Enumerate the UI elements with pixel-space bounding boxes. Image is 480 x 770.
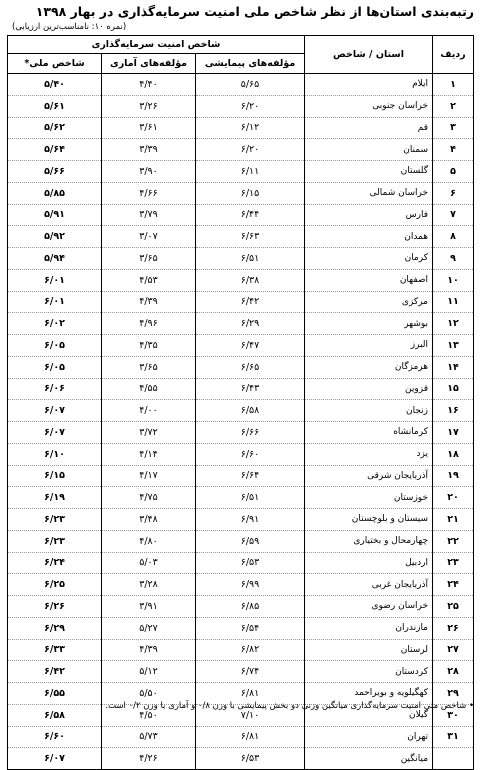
province-cell: هرمزگان [305,356,433,378]
national-cell: ۶/۱۵ [8,465,102,487]
survey-cell: ۶/۱۵ [196,182,305,204]
rank-cell: ۸ [433,226,474,248]
survey-cell: ۶/۵۱ [196,487,305,509]
header-statistical: مؤلفه‌های آماری [102,54,196,74]
table-row [8,465,474,487]
province-cell: سمنان [305,139,433,161]
province-cell: فارس [305,204,433,226]
rank-cell: ۲۸ [433,661,474,683]
header-rank: ردیف [433,36,474,74]
statistical-cell: ۴/۴۰ [102,74,196,96]
survey-cell: ۶/۴۳ [196,378,305,400]
province-cell: بوشهر [305,313,433,335]
rank-cell: ۲۱ [433,509,474,531]
table-row [8,617,474,639]
national-cell: ۶/۱۹ [8,487,102,509]
survey-cell: ۶/۵۴ [196,617,305,639]
survey-cell: ۶/۸۲ [196,639,305,661]
statistical-cell: ۵/۷۳ [102,726,196,748]
table-row [8,313,474,335]
province-cell: آذربایجان غربی [305,574,433,596]
statistical-cell: ۳/۳۹ [102,139,196,161]
survey-cell: ۶/۵۱ [196,248,305,270]
province-cell: قم [305,117,433,139]
province-cell: همدان [305,226,433,248]
page-title: رتبه‌بندی استان‌ها از نظر شاخص ملی امنیت سرمایه‌گذاری در بهار ۱۳۹۸ [35,4,474,19]
rank-cell: ۱۹ [433,465,474,487]
survey-cell: ۶/۲۹ [196,313,305,335]
rank-cell: ۱۰ [433,269,474,291]
survey-cell: ۶/۷۴ [196,661,305,683]
table-row [8,95,474,117]
province-cell: آذربایجان شرقی [305,465,433,487]
statistical-cell: ۵/۲۷ [102,617,196,639]
national-cell: ۶/۰۷ [8,422,102,444]
survey-cell: ۶/۸۵ [196,596,305,618]
province-cell: خراسان جنوبی [305,95,433,117]
national-cell: ۵/۶۱ [8,95,102,117]
province-cell: البرز [305,335,433,357]
national-cell: ۶/۶۰ [8,726,102,748]
survey-cell: ۶/۴۴ [196,204,305,226]
table-row [8,161,474,183]
province-cell: کرمانشاه [305,422,433,444]
statistical-cell: ۴/۸۰ [102,530,196,552]
table-row [8,509,474,531]
table-row [8,639,474,661]
rank-cell: ۷ [433,204,474,226]
national-cell: ۵/۹۲ [8,226,102,248]
province-cell: کرمان [305,248,433,270]
national-cell: ۵/۶۲ [8,117,102,139]
survey-cell: ۶/۱۱ [196,161,305,183]
survey-cell: ۶/۵۳ [196,748,305,770]
statistical-cell: ۵/۰۳ [102,552,196,574]
national-cell: ۵/۶۶ [8,161,102,183]
statistical-cell: ۴/۱۷ [102,465,196,487]
survey-cell: ۶/۵۸ [196,400,305,422]
table-row [8,117,474,139]
national-cell: ۶/۴۲ [8,661,102,683]
table-body [8,74,474,770]
survey-cell: ۶/۸۱ [196,683,305,705]
national-cell: ۶/۰۱ [8,269,102,291]
national-cell: ۶/۰۱ [8,291,102,313]
rank-cell: ۲۴ [433,574,474,596]
province-cell: کردستان [305,661,433,683]
national-cell: ۵/۶۴ [8,139,102,161]
national-cell: ۶/۳۳ [8,639,102,661]
province-cell: لرستان [305,639,433,661]
survey-cell: ۶/۲۰ [196,139,305,161]
statistical-cell: ۵/۵۰ [102,683,196,705]
national-cell: ۶/۱۰ [8,443,102,465]
rank-cell: ۱۳ [433,335,474,357]
rank-cell: ۱۸ [433,443,474,465]
rank-cell: ۲ [433,95,474,117]
survey-cell: ۶/۶۰ [196,443,305,465]
table-row [8,726,474,748]
survey-cell: ۶/۶۴ [196,465,305,487]
survey-cell: ۵/۶۵ [196,74,305,96]
statistical-cell: ۳/۲۸ [102,574,196,596]
rank-cell: ۴ [433,139,474,161]
rank-cell: ۲۷ [433,639,474,661]
national-cell: ۵/۴۰ [8,74,102,96]
page-subtitle: (نمره ۱۰: نامناسب‌ترین ارزیابی) [12,22,127,32]
table-row [8,291,474,313]
rank-cell: ۲۶ [433,617,474,639]
survey-cell: ۶/۴۷ [196,335,305,357]
table-row [8,204,474,226]
statistical-cell: ۳/۶۱ [102,117,196,139]
province-cell: میانگین [305,748,433,770]
statistical-cell: ۳/۲۶ [102,95,196,117]
table-row [8,596,474,618]
statistical-cell: ۳/۹۰ [102,161,196,183]
national-cell: ۶/۰۲ [8,313,102,335]
survey-cell: ۶/۸۱ [196,726,305,748]
national-cell: ۶/۲۹ [8,617,102,639]
national-cell: ۶/۰۵ [8,356,102,378]
table-row [8,661,474,683]
survey-cell: ۶/۱۲ [196,117,305,139]
national-cell: ۶/۲۳ [8,509,102,531]
table-row [8,269,474,291]
survey-cell: ۶/۵۹ [196,530,305,552]
rank-cell: ۱۴ [433,356,474,378]
province-cell: مازندران [305,617,433,639]
province-cell: گلستان [305,161,433,183]
table-row [8,422,474,444]
national-cell: ۵/۹۱ [8,204,102,226]
header-national: شاخص ملی* [8,54,102,74]
province-cell: کهگیلویه و بویراحمد [305,683,433,705]
statistical-cell: ۴/۶۶ [102,182,196,204]
table-row [8,248,474,270]
header-province: استان / شاخص [305,36,433,74]
province-cell: تهران [305,726,433,748]
statistical-cell: ۴/۵۵ [102,378,196,400]
province-cell: زنجان [305,400,433,422]
survey-cell: ۶/۳۸ [196,269,305,291]
survey-cell: ۶/۹۱ [196,509,305,531]
national-cell: ۶/۰۷ [8,748,102,770]
national-cell: ۵/۸۵ [8,182,102,204]
table-row [8,226,474,248]
province-cell: مرکزی [305,291,433,313]
table-row [8,378,474,400]
rank-cell: ۱۶ [433,400,474,422]
statistical-cell: ۴/۳۹ [102,639,196,661]
survey-cell: ۶/۴۲ [196,291,305,313]
national-cell: ۶/۲۵ [8,574,102,596]
statistical-cell: ۴/۱۴ [102,443,196,465]
survey-cell: ۶/۲۰ [196,95,305,117]
rank-cell: ۳۱ [433,726,474,748]
survey-cell: ۶/۹۹ [196,574,305,596]
national-cell: ۶/۵۸ [8,704,102,726]
rank-cell: ۲۳ [433,552,474,574]
rank-cell: ۱ [433,74,474,96]
table-row [8,356,474,378]
statistical-cell: ۴/۵۰ [102,704,196,726]
province-cell: خوزستان [305,487,433,509]
statistical-cell: ۳/۴۸ [102,509,196,531]
rank-cell: ۱۷ [433,422,474,444]
statistical-cell: ۳/۰۷ [102,226,196,248]
rank-cell: ۳ [433,117,474,139]
table-header [8,36,474,74]
table-row [8,74,474,96]
rank-cell: ۹ [433,248,474,270]
national-cell: ۶/۰۶ [8,378,102,400]
rank-cell: ۲۹ [433,683,474,705]
table-row [8,335,474,357]
statistical-cell: ۳/۷۹ [102,204,196,226]
national-cell: ۶/۲۴ [8,552,102,574]
province-cell: ایلام [305,74,433,96]
survey-cell: ۶/۶۵ [196,356,305,378]
statistical-cell: ۳/۷۲ [102,422,196,444]
survey-cell: ۶/۶۳ [196,226,305,248]
national-cell: ۶/۰۵ [8,335,102,357]
province-cell: قزوین [305,378,433,400]
statistical-cell: ۴/۲۶ [102,748,196,770]
rank-cell: ۲۲ [433,530,474,552]
table-row [8,182,474,204]
province-cell: اصفهان [305,269,433,291]
statistical-cell: ۳/۶۵ [102,248,196,270]
statistical-cell: ۴/۷۵ [102,487,196,509]
table-row [8,487,474,509]
province-cell: چهارمحال و بختیاری [305,530,433,552]
statistical-cell: ۴/۳۵ [102,335,196,357]
rank-cell: ۱۲ [433,313,474,335]
rank-cell: ۶ [433,182,474,204]
table-row [8,400,474,422]
province-cell: سیستان و بلوچستان [305,509,433,531]
survey-cell: ۷/۱۰ [196,704,305,726]
table-row [8,574,474,596]
statistical-cell: ۵/۱۲ [102,661,196,683]
province-cell: خراسان شمالی [305,182,433,204]
survey-cell: ۶/۵۳ [196,552,305,574]
statistical-cell: ۳/۹۱ [102,596,196,618]
national-cell: ۶/۵۵ [8,683,102,705]
statistical-cell: ۴/۰۰ [102,400,196,422]
national-cell: ۶/۲۳ [8,530,102,552]
header-group: شاخص امنیت سرمایه‌گذاری [8,36,305,54]
statistical-cell: ۴/۳۹ [102,291,196,313]
rank-cell: ۱۱ [433,291,474,313]
survey-cell: ۶/۶۶ [196,422,305,444]
province-cell: گیلان [305,704,433,726]
statistical-cell: ۴/۹۶ [102,313,196,335]
rank-cell: ۲۵ [433,596,474,618]
rank-cell: ۵ [433,161,474,183]
national-cell: ۵/۹۴ [8,248,102,270]
table-row [8,139,474,161]
ranking-table [7,35,474,770]
rank-cell: ۳۰ [433,704,474,726]
national-cell: ۶/۰۷ [8,400,102,422]
rank-cell: ۲۰ [433,487,474,509]
table-row [8,552,474,574]
table-row [8,443,474,465]
statistical-cell: ۴/۵۳ [102,269,196,291]
rank-cell: ۱۵ [433,378,474,400]
rank-cell [433,748,474,770]
province-cell: اردبیل [305,552,433,574]
footnote: • شاخص ملی امنیت سرمایه‌گذاری میانگین وزنی دو بخش پیمایشی با وزن ۰/۸ و آماری با وزن ۰/۲ است. [105,701,474,711]
province-cell: یزد [305,443,433,465]
national-cell: ۶/۲۶ [8,596,102,618]
statistical-cell: ۳/۶۵ [102,356,196,378]
province-cell: خراسان رضوی [305,596,433,618]
table-row [8,530,474,552]
header-survey: مؤلفه‌های پیمایشی [196,54,305,74]
table-row [8,748,474,770]
